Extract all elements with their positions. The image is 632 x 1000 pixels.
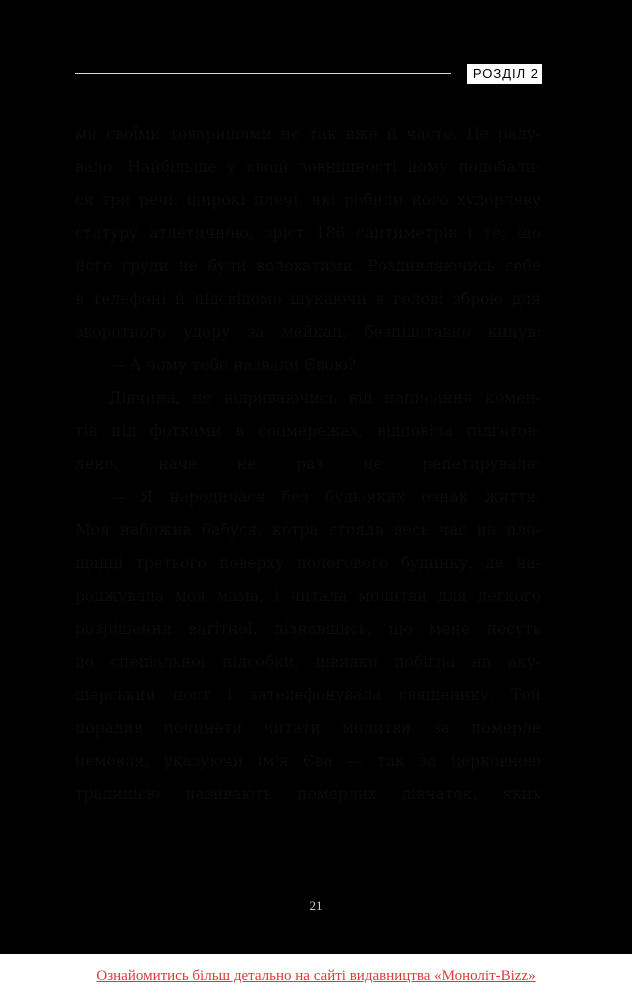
footer-bar — [0, 954, 632, 1000]
text-line: розрішення вагітної, дізнавшись, що мене несуть — [75, 620, 541, 638]
text-line: його груди не були волохатими. Роздивляючись себе — [75, 257, 541, 275]
text-line: шерський пост і зателефонувала священику. Той — [75, 686, 541, 704]
paragraph-2 — [75, 349, 541, 382]
text-line: Дівчина, не відриваючись від написання комен- — [109, 389, 541, 407]
text-line: традицією називають померлих дівчаток, яких — [75, 785, 541, 803]
text-line: ся три речі: широкі плечі, які робили його худорляву — [75, 191, 541, 209]
running-header — [75, 64, 542, 84]
text-line: зворотного удару за мейкап, безпідставно кинув: — [75, 323, 541, 341]
text-line: вало. Найбільше у своїй зовнішності йому подобали- — [75, 158, 541, 176]
text-line: лено, наче не раз це репетирувала: — [75, 455, 541, 473]
text-line: тів під фотками в соцмережах, відповіла підготов- — [75, 422, 541, 440]
publisher-link[interactable]: Ознайомитись більш детально на сайті видавництва «Моноліт-Bizz» — [96, 968, 536, 984]
paragraph-1 — [75, 118, 541, 349]
text-line: щадці третього поверху пологового будинку, де на- — [75, 554, 541, 572]
chapter-label: РОЗДІЛ 2 — [467, 64, 542, 84]
body-text — [75, 118, 541, 811]
text-line: ми своїми товаришами не так вже й часто. Це раду- — [75, 125, 541, 143]
text-line: порадив починати читати молитви за померле — [75, 719, 541, 737]
text-line: — А чому тебе назвали Євою? — [109, 356, 356, 374]
paragraph-3 — [75, 382, 541, 481]
header-rule — [75, 73, 451, 74]
text-line: роджувала моя мама, і читала молитви для легкого — [75, 587, 541, 605]
page-number: 21 — [309, 898, 323, 913]
text-line: статуру атлетичною, зріст 186 сантиметрів і те, що — [75, 224, 541, 242]
text-line: до спеціальної підсобки, швидко побігла на аку- — [75, 653, 541, 671]
text-line: — Я народилася без будь-яких ознак життя. — [109, 488, 541, 506]
text-line: в телефоні й підсвідомо шукаючи в голові зброю для — [75, 290, 541, 308]
text-line: немовля, указуючи ім'я Єва — так за церковною — [75, 752, 541, 770]
paragraph-4 — [75, 481, 541, 811]
text-line: Моя набожна бабуся, котра стояла весь час на пло- — [75, 521, 541, 539]
